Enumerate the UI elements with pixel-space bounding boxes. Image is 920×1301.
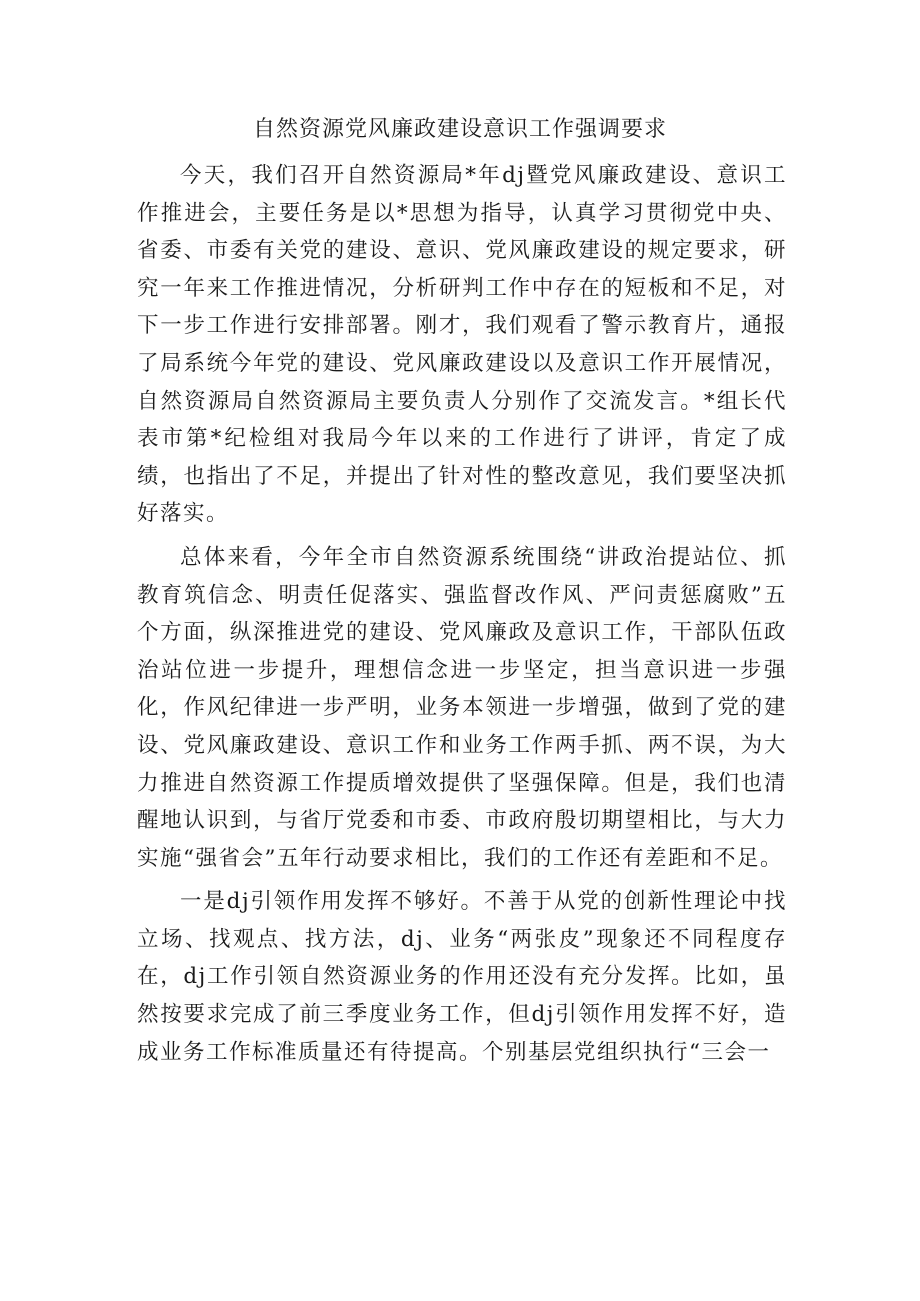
- paragraph-overview: 总体来看，今年全市自然资源系统围绕“讲政治提站位、抓教育筑信念、明责任促落实、强监督改作风、严问责惩腐败”五个方面，纵深推进党的建设、党风廉政及意识工作，干部队伍政治站位进一步提升，理想信念进一步坚定，担当意识进一步强化，作风纪律进一步严明，业务本领进一步增强，做到了党的建设、党风廉政建设、意识工作和业务工作两手抓、两不误，为大力推进自然资源工作提质增效提供了坚强保障。但是，我们也清醒地认识到，与省厅党委和市委、市政府殷切期望相比，与大力实施“强省会”五年行动要求相比，我们的工作还有差距和不足。: [137, 544, 787, 871]
- paragraph-opening: 今天，我们召开自然资源局*年dj暨党风廉政建设、意识工作推进会，主要任务是以*思想为指导，认真学习贯彻党中央、省委、市委有关党的建设、意识、党风廉政建设的规定要求，研究一年来工作推进情况，分析研判工作中存在的短板和不足，对下一步工作进行安排部署。刚才，我们观看了警示教育片，通报了局系统今年党的建设、党风廉政建设以及意识工作开展情况，自然资源局自然资源局主要负责人分别作了交流发言。*组长代表市第*纪检组对我局今年以来的工作进行了讲评，肯定了成绩，也指出了不足，并提出了针对性的整改意见，我们要坚决抓好落实。: [137, 163, 787, 527]
- document-body: [137, 157, 787, 1077]
- document-title: 自然资源党风廉政建设意识工作强调要求: [252, 117, 667, 142]
- paragraph-issue-one: 一是dj引领作用发挥不够好。不善于从党的创新性理论中找立场、找观点、找方法，dj、业务“两张皮”现象还不同程度存在，dj工作引领自然资源业务的作用还没有充分发挥。比如，虽然按要求完成了前三季度业务工作，但dj引领作用发挥不好，造成业务工作标准质量还有待提高。个别基层党组织执行“三会一: [137, 889, 787, 1065]
